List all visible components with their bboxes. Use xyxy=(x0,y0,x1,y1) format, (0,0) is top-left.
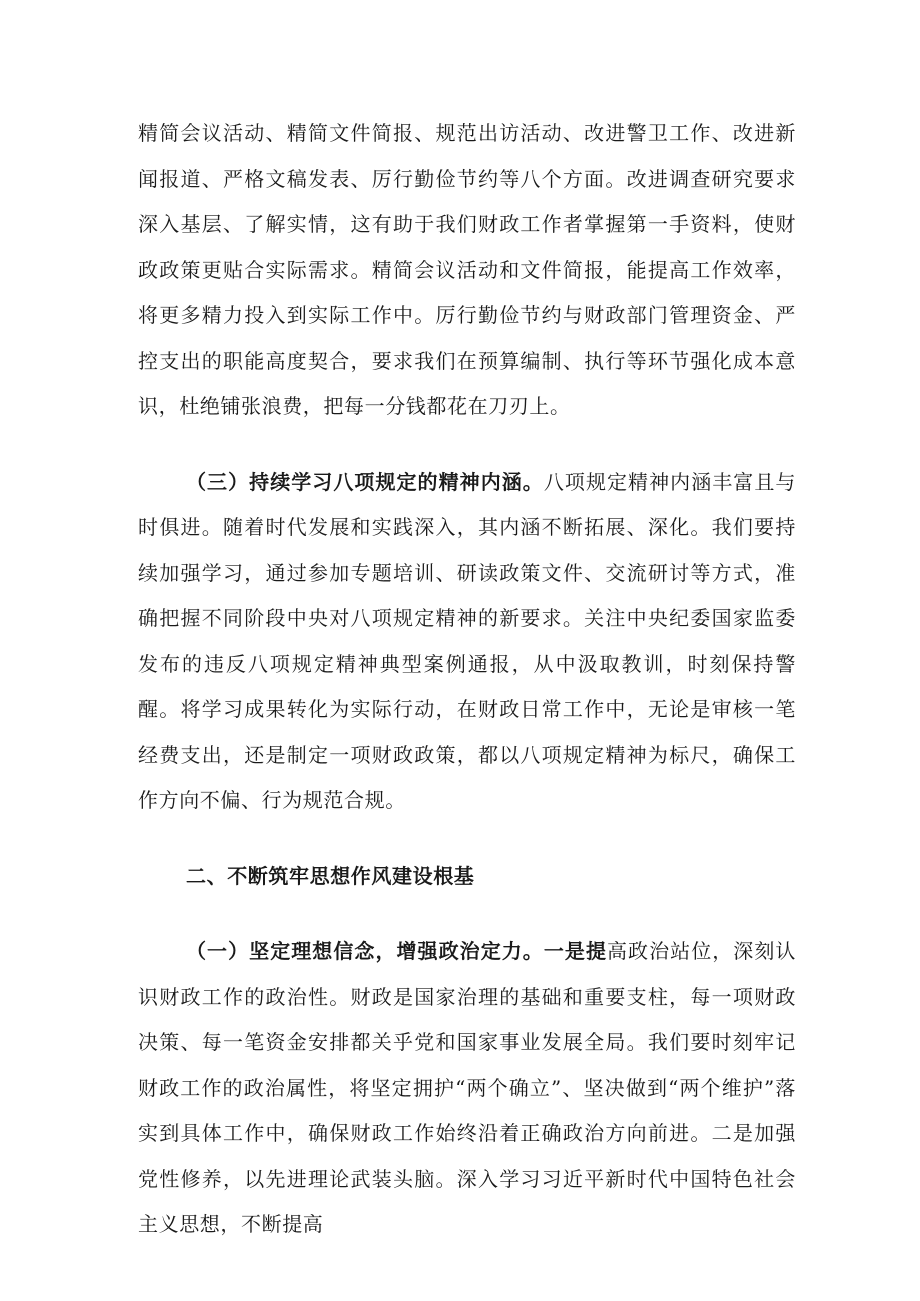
paragraph-lead-heading: （一）坚定理想信念，增强政治定力。一是提 xyxy=(186,939,607,963)
document-body xyxy=(138,111,796,1248)
paragraph-body-text: 高政治站位，深刻认识财政工作的政治性。财政是国家治理的基础和重要支柱，每一项财政决策、每一笔资金安排都关乎党和国家事业发展全局。我们要时刻牢记财政工作的政治属性，将坚定拥护“两个确立”、坚决做到“两个维护”落实到具体工作中，确保财政工作始终沿着正确政治方向前进。二是加强党性修养，以先进理论武装头脑。深入学习习近平新时代中国特色社会主义思想，不断提高 xyxy=(138,939,796,1236)
paragraph-study-spirit xyxy=(138,460,796,824)
paragraph-body-text: 八项规定精神内涵丰富且与时俱进。随着时代发展和实践深入，其内涵不断拓展、深化。我们要持续加强学习，通过参加专题培训、研读政策文件、交流研讨等方式，准确把握不同阶段中央对八项规定精神的新要求。关注中央纪委国家监委发布的违反八项规定精神典型案例通报，从中汲取教训，时刻保持警醒。将学习成果转化为实际行动，在财政日常工作中，无论是审核一笔经费支出，还是制定一项财政政策，都以八项规定精神为标尺，确保工作方向不偏、行为规范合规。 xyxy=(138,469,797,812)
paragraph-lead-heading: （三）持续学习八项规定的精神内涵。 xyxy=(186,469,544,494)
paragraph-eight-aspects: 精简会议活动、精简文件简报、规范出访活动、改进警卫工作、改进新闻报道、严格文稿发表、厉行勤俭节约等八个方面。改进调查研究要求深入基层、了解实情，这有助于我们财政工作者掌握第一手资料，使财政政策更贴合实际需求。精简会议活动和文件简报，能提高工作效率，将更多精力投入到实际工作中。厉行勤俭节约与财政部门管理资金、严控支出的职能高度契合，要求我们在预算编制、执行等环节强化成本意识，杜绝铺张浪费，把每一分钱都花在刀刃上。 xyxy=(138,121,796,418)
paragraph-ideals-beliefs xyxy=(138,929,796,1248)
section-heading: 二、不断筑牢思想作风建设根基 xyxy=(186,863,475,888)
